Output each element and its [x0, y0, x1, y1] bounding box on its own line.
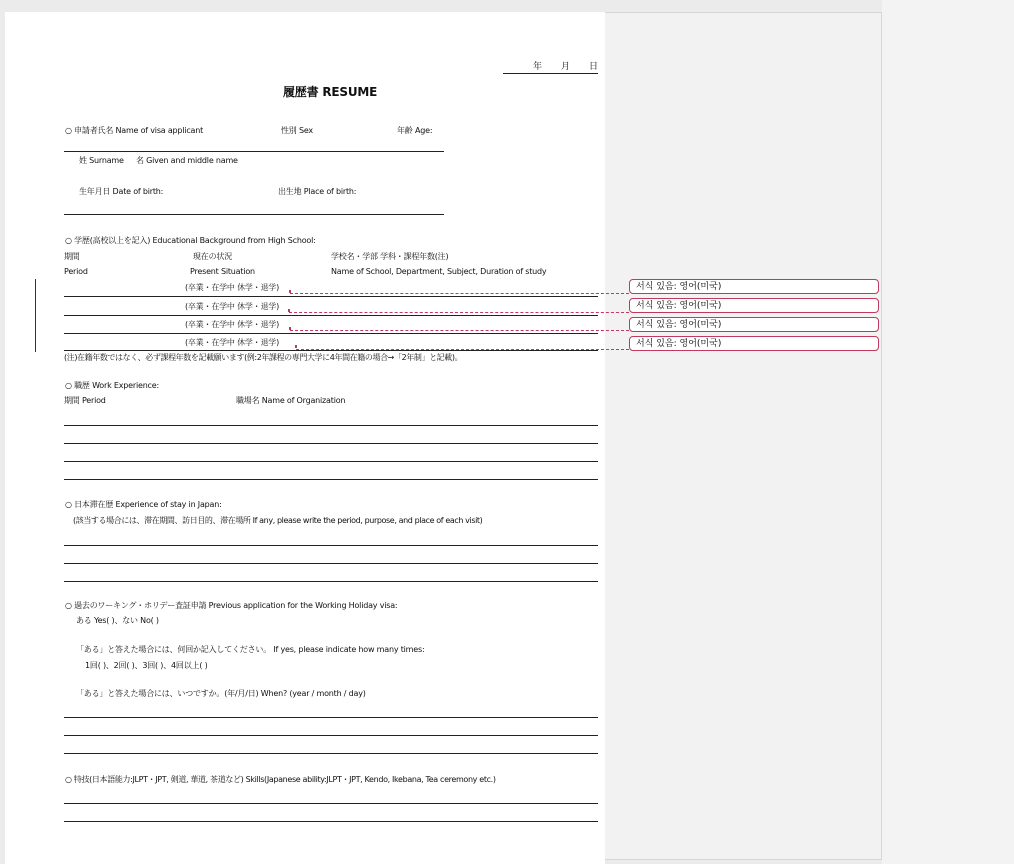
date-month-label: 月	[561, 62, 570, 72]
work-line	[64, 443, 598, 444]
revision-anchor	[295, 345, 297, 348]
stay-heading: ○ 日本滞在歴 Experience of stay in Japan:	[65, 500, 222, 509]
comment-label: 서식 있음: 영어(미국)	[636, 320, 722, 330]
change-bar	[35, 279, 36, 352]
comment-label: 서식 있음: 영어(미국)	[636, 282, 722, 292]
date-underline	[503, 73, 598, 74]
previous-times-options: 1回( )、2回( )、3回( )、4回以上( )	[85, 661, 208, 670]
sex-label: 性別 Sex	[281, 126, 313, 135]
dob-label: 生年月日 Date of birth:	[79, 187, 164, 196]
work-heading: ○ 職歴 Work Experience:	[65, 381, 159, 390]
stay-line	[64, 563, 598, 564]
edu-row-line	[64, 315, 598, 316]
applicant-name-label: ○ 申請者氏名 Name of visa applicant	[65, 126, 204, 135]
work-line	[64, 479, 598, 480]
previous-line	[64, 735, 598, 736]
format-comment-balloon[interactable]	[629, 317, 879, 332]
edu-col-school-jp: 学校名・学部 学科・課程年数(注)	[331, 252, 449, 261]
previous-yes-no: ある Yes( )、ない No( )	[76, 616, 159, 625]
edu-row-status: (卒業・在学中 休学・退学)	[185, 283, 279, 292]
work-col-org: 職場名 Name of Organization	[236, 396, 346, 405]
work-line	[64, 461, 598, 462]
pob-label: 出生地 Place of birth:	[278, 187, 357, 196]
comment-label: 서식 있음: 영어(미국)	[636, 301, 722, 311]
work-col-period: 期間 Period	[64, 396, 106, 405]
previous-times-question: 「ある」と答えた場合には、何回か記入してください。 If yes, please indicate how many times:	[76, 645, 425, 654]
edu-col-school-en: Name of School, Department, Subject, Duration of study	[331, 267, 547, 276]
stay-subtext: (該当する場合には、滞在期間、訪日目的、滞在場所 If any, please write the period, purpose, and place of each visit)	[73, 516, 483, 525]
skills-line	[64, 821, 598, 822]
stay-line	[64, 545, 598, 546]
edu-col-period-jp: 期間	[64, 252, 80, 261]
skills-line	[64, 803, 598, 804]
work-line	[64, 425, 598, 426]
markup-pane	[605, 12, 882, 860]
skills-heading: ○ 特技(日本語能力:JLPT・JPT, 剣道, 華道, 茶道など) Skills(Japanese ability:JLPT・JPT, Kendo, Ikebana, Tea ceremony etc.)	[65, 775, 496, 784]
format-comment-balloon[interactable]	[629, 298, 879, 313]
comment-connector	[290, 330, 629, 331]
date-day-label: 日	[589, 62, 598, 72]
edu-col-status-jp: 現在の状況	[193, 252, 232, 261]
edu-row-status: (卒業・在学中 休学・退学)	[185, 320, 279, 329]
dob-line	[64, 214, 444, 215]
age-label: 年齢 Age:	[397, 126, 433, 135]
name-line	[64, 151, 444, 152]
previous-heading: ○ 過去のワーキング・ホリデー査証申請 Previous application for the Working Holiday visa:	[65, 601, 398, 610]
format-comment-balloon[interactable]	[629, 336, 879, 351]
date-year-label: 年	[533, 62, 542, 72]
edu-col-status-en: Present Situation	[190, 267, 255, 276]
edu-row-status: (卒業・在学中 休学・退学)	[185, 338, 279, 347]
edu-row-status: (卒業・在学中 休学・退学)	[185, 302, 279, 311]
education-heading: ○ 学歴(高校以上を記入) Educational Background from High School:	[65, 236, 316, 245]
previous-when-question: 「ある」と答えた場合には、いつですか。(年/月/日) When? (year / month / day)	[76, 689, 366, 698]
document-page[interactable]	[5, 12, 605, 864]
edu-row-line	[64, 296, 598, 297]
previous-line	[64, 753, 598, 754]
edu-row-line	[64, 350, 598, 351]
comment-label: 서식 있음: 영어(미국)	[636, 339, 722, 349]
stay-line	[64, 581, 598, 582]
surname-label: 姓 Surname	[79, 156, 124, 165]
education-note: (注)在籍年数ではなく、必ず課程年数を記載願います(例:2年課程の専門大学に4年間在籍の場合→「2年制」と記載)。	[64, 353, 463, 362]
edu-col-period-en: Period	[64, 267, 88, 276]
window-background	[882, 0, 1014, 864]
format-comment-balloon[interactable]	[629, 279, 879, 294]
given-name-label: 名 Given and middle name	[136, 156, 238, 165]
comment-connector	[290, 293, 629, 294]
comment-connector	[289, 312, 629, 313]
edu-row-line	[64, 333, 598, 334]
comment-connector	[296, 349, 629, 350]
page-title: 履歴書 RESUME	[283, 85, 378, 99]
previous-line	[64, 717, 598, 718]
